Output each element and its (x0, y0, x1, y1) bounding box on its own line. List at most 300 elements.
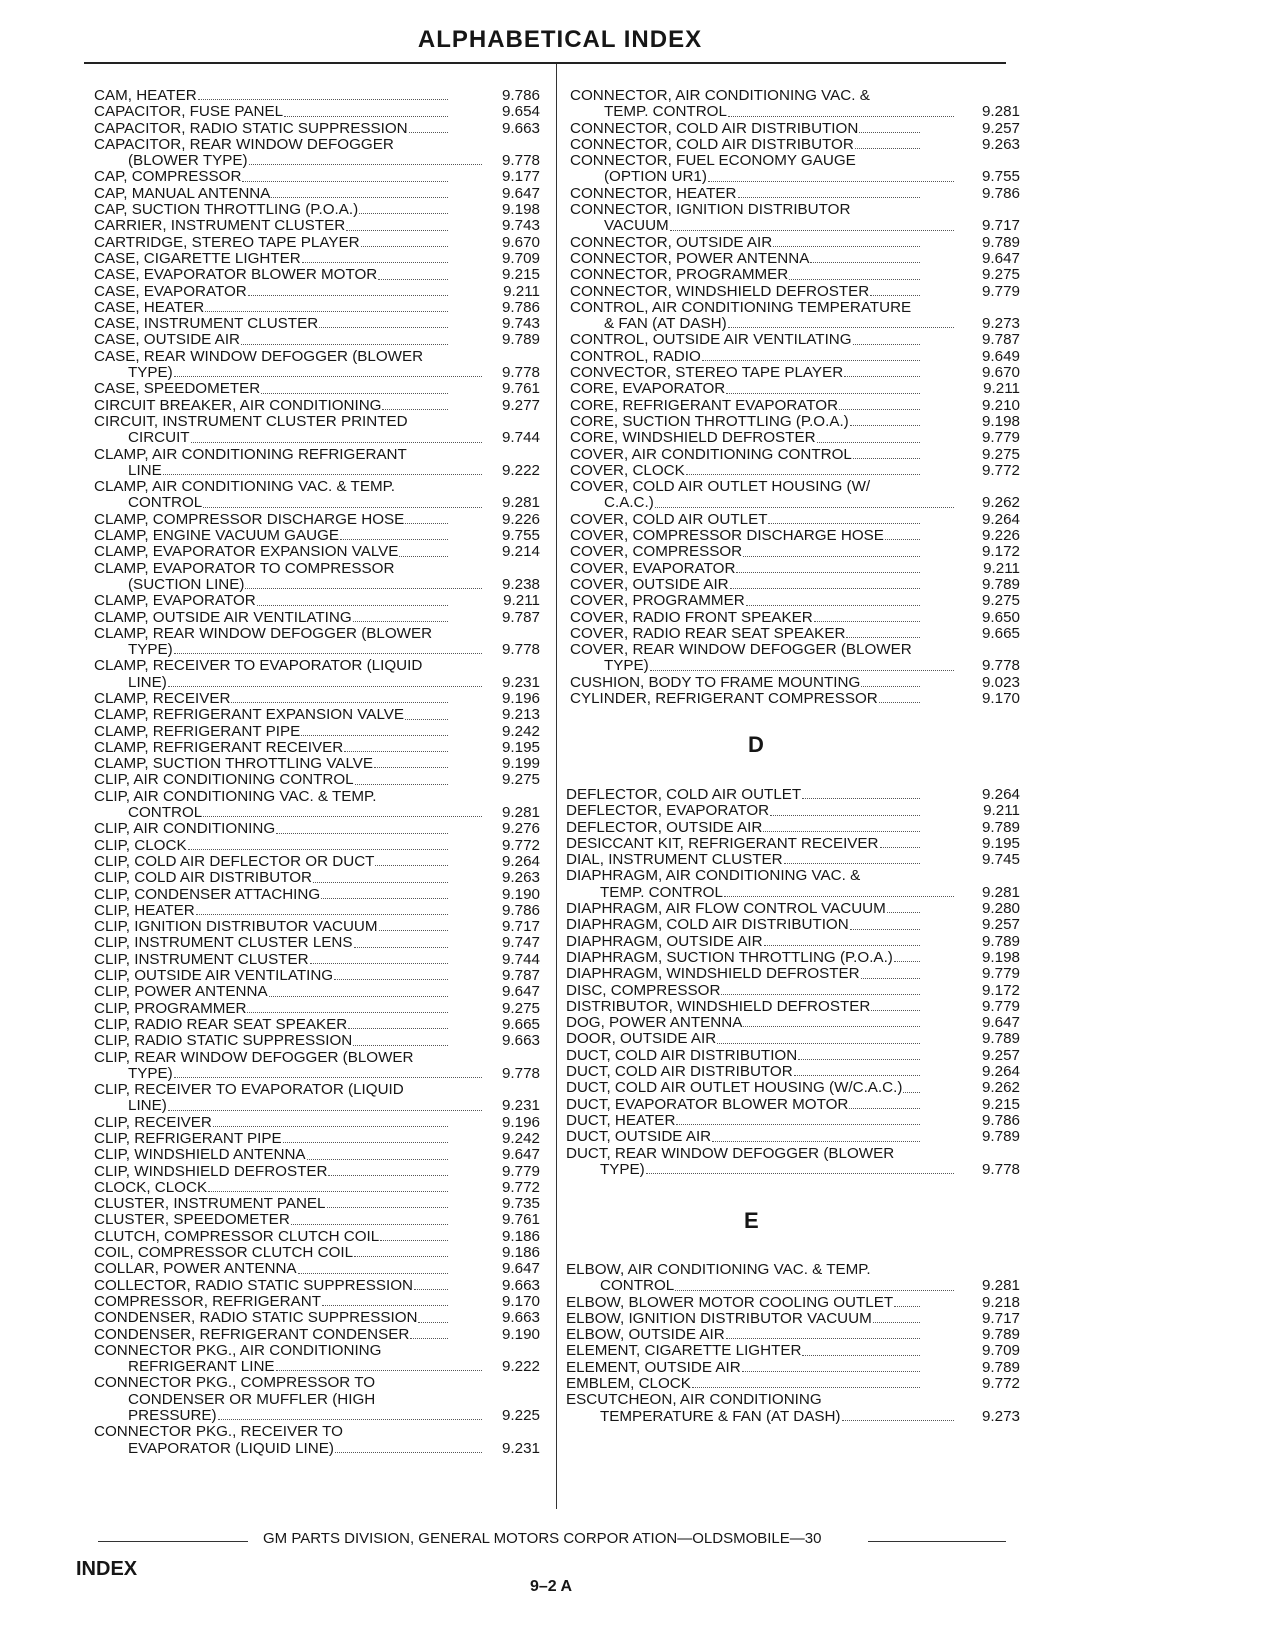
entry-page-number: 9.789 (501, 331, 540, 349)
dot-leader (730, 588, 920, 589)
index-entry (94, 332, 540, 348)
entry-text: ELBOW, AIR CONDITIONING VAC. & TEMP. (566, 1261, 871, 1278)
entry-row (94, 935, 540, 951)
dot-leader (174, 376, 482, 377)
dot-leader (301, 735, 448, 736)
dot-leader (379, 930, 448, 931)
entry-page-number: 9.280 (981, 900, 1020, 918)
entry-page-number: 9.649 (981, 347, 1020, 365)
entry-page-number: 9.772 (501, 836, 540, 854)
entry-page-number: 9.786 (501, 901, 540, 919)
index-entry (566, 1327, 1020, 1343)
footer-index-label: INDEX (76, 1558, 138, 1580)
entry-text: CONNECTOR, COLD AIR DISTRIBUTOR (570, 136, 854, 153)
dot-leader (344, 751, 448, 752)
dot-leader (313, 882, 448, 883)
entry-page-number: 9.786 (501, 298, 540, 316)
dot-leader (302, 262, 448, 263)
entry-text: CONTROL, RADIO (570, 348, 701, 365)
entry-page-number: 9.264 (981, 1063, 1020, 1081)
index-entry (570, 349, 1020, 365)
dot-leader (675, 1290, 954, 1291)
entry-page-number: 9.778 (981, 1160, 1020, 1178)
entry-text: DUCT, COLD AIR DISTRIBUTION (566, 1047, 798, 1064)
entry-text: DUCT, EVAPORATOR BLOWER MOTOR (566, 1096, 849, 1113)
index-entry (94, 984, 540, 1000)
entry-text: CONNECTOR, OUTSIDE AIR (570, 234, 773, 251)
entry-text: CLIP, REAR WINDOW DEFOGGER (BLOWER (94, 1048, 414, 1066)
entry-text: COMPRESSOR, REFRIGERANT (94, 1293, 321, 1310)
entry-text: COVER, COMPRESSOR DISCHARGE HOSE (570, 528, 884, 545)
entry-row (94, 121, 540, 137)
index-entry (570, 577, 1020, 593)
entry-page-number: 9.218 (981, 1293, 1020, 1311)
entry-text: CIRCUIT, INSTRUMENT CLUSTER PRINTED (94, 412, 408, 430)
entry-row (94, 870, 540, 886)
entry-text: COLLECTOR, RADIO STATIC SUPPRESSION (94, 1277, 413, 1294)
index-entry (94, 1294, 540, 1310)
entry-row (566, 820, 1020, 836)
index-entry (94, 88, 540, 104)
entry-row (570, 561, 1020, 577)
entry-text: CONVECTOR, STEREO TAPE PLAYER (570, 365, 844, 382)
dot-leader (894, 961, 920, 962)
dot-leader (810, 262, 920, 263)
entry-text: PRESSURE) (128, 1408, 217, 1425)
dot-leader (844, 376, 920, 377)
index-entry (566, 1113, 1020, 1129)
entry-page-number: 9.214 (501, 543, 540, 561)
index-entry (566, 999, 1020, 1015)
entry-text: & FAN (AT DASH) (604, 316, 727, 333)
dot-leader (354, 1256, 448, 1257)
dot-leader (903, 1092, 920, 1093)
index-entry (570, 381, 1020, 397)
entry-page-number: 9.257 (981, 119, 1020, 137)
entry-page-number: 9.211 (503, 282, 540, 300)
index-entry (94, 821, 540, 837)
entry-text: CLUSTER, SPEEDOMETER (94, 1212, 290, 1229)
entry-page-number: 9.654 (501, 103, 540, 121)
dot-leader (763, 831, 920, 832)
dot-leader (307, 1159, 448, 1160)
dot-leader (334, 979, 448, 980)
entry-row (570, 430, 1020, 446)
index-entry (94, 1115, 540, 1131)
entry-row (94, 316, 540, 332)
entry-page-number: 9.743 (501, 217, 540, 235)
index-entry (94, 838, 540, 854)
dot-leader (743, 1026, 920, 1027)
entry-row (570, 528, 1020, 544)
entry-text: COVER, COMPRESSOR (570, 544, 743, 561)
index-entry (566, 934, 1020, 950)
entry-row (94, 805, 540, 821)
entry-row (566, 1064, 1020, 1080)
entry-text: CASE, SPEEDOMETER (94, 381, 261, 398)
entry-text: CONDENSER, REFRIGERANT CONDENSER (94, 1326, 410, 1343)
index-entry (94, 528, 540, 544)
entry-row (94, 332, 540, 348)
entry-row (570, 267, 1020, 283)
index-entry (94, 1424, 540, 1457)
entry-page-number: 9.242 (501, 722, 540, 740)
section-heading-d: D (748, 732, 764, 757)
index-entry (566, 966, 1020, 982)
entry-text: DEFLECTOR, COLD AIR OUTLET (566, 787, 802, 803)
entry-page-number: 9.177 (501, 168, 540, 186)
entry-row (94, 984, 540, 1000)
index-entry (94, 789, 540, 822)
entry-row (570, 251, 1020, 267)
entry-row (570, 577, 1020, 593)
index-entry (570, 300, 1020, 333)
entry-page-number: 9.211 (983, 559, 1020, 577)
entry-row (570, 169, 1020, 185)
entry-row (570, 691, 1020, 707)
entry-row (570, 414, 1020, 430)
entry-text: CLAMP, EVAPORATOR TO COMPRESSOR (94, 559, 395, 577)
index-entry (570, 479, 1020, 512)
dot-leader (257, 605, 448, 606)
entry-text: CONTROL (600, 1278, 675, 1295)
entry-text: LINE (128, 462, 162, 479)
entry-text: CONTROL (128, 805, 203, 822)
entry-row (566, 999, 1020, 1015)
entry-page-number: 9.196 (501, 1113, 540, 1131)
entry-row (94, 463, 540, 479)
section-e-entries (566, 1262, 1020, 1425)
footer-rule-left (98, 1541, 248, 1542)
entry-page-number: 9.275 (981, 592, 1020, 610)
entry-text: LINE) (128, 674, 167, 691)
dot-leader (245, 588, 482, 589)
entry-page-number: 9.735 (501, 1195, 540, 1213)
entry-row (566, 1113, 1020, 1129)
dot-leader (853, 458, 920, 459)
entry-page-number: 9.023 (981, 673, 1020, 691)
entry-text: TYPE) (128, 365, 173, 382)
entry-row (566, 1327, 1020, 1343)
dot-leader (738, 197, 920, 198)
entry-page-number: 9.787 (981, 331, 1020, 349)
index-entry (570, 463, 1020, 479)
entry-row (566, 1295, 1020, 1311)
dot-leader (846, 637, 920, 638)
dot-leader (355, 784, 448, 785)
entry-row (566, 983, 1020, 999)
entry-row (570, 675, 1020, 691)
entry-text: CAPACITOR, REAR WINDOW DEFOGGER (94, 135, 394, 153)
entry-text: ELBOW, IGNITION DISTRIBUTOR VACUUM (566, 1310, 872, 1327)
index-entry (94, 398, 540, 414)
entry-text: DIAPHRAGM, AIR FLOW CONTROL VACUUM (566, 901, 886, 918)
entry-text: CAP, SUCTION THROTTLING (P.O.A.) (94, 202, 359, 219)
entry-page-number: 9.663 (501, 119, 540, 137)
dot-leader (361, 246, 448, 247)
entry-text: CLIP, RADIO REAR SEAT SPEAKER (94, 1016, 348, 1033)
entry-page-number: 9.755 (501, 527, 540, 545)
entry-text: TEMP. CONTROL (600, 884, 723, 901)
entry-text: CLUTCH, COMPRESSOR CLUTCH COIL (94, 1228, 380, 1245)
entry-page-number: 9.670 (981, 364, 1020, 382)
entry-text: DOG, POWER ANTENNA (566, 1015, 743, 1032)
entry-page-number: 9.789 (981, 818, 1020, 836)
entry-page-number: 9.281 (981, 1277, 1020, 1295)
entry-page-number: 9.663 (501, 1276, 540, 1294)
index-entry (94, 381, 540, 397)
entry-page-number: 9.238 (501, 575, 540, 593)
entry-row (94, 838, 540, 854)
section-d-entries (566, 787, 1020, 1178)
entry-row (566, 885, 1020, 901)
entry-page-number: 9.275 (981, 266, 1020, 284)
entry-text: DUCT, COLD AIR OUTLET HOUSING (W/C.A.C.) (566, 1080, 903, 1097)
entry-page-number: 9.190 (501, 885, 540, 903)
entry-text: CLAMP, REAR WINDOW DEFOGGER (BLOWER (94, 624, 433, 642)
entry-row (94, 1212, 540, 1228)
index-entry (94, 610, 540, 626)
dot-leader (168, 1110, 482, 1111)
entry-page-number: 9.778 (501, 1064, 540, 1082)
entry-row (94, 512, 540, 528)
entry-page-number: 9.789 (981, 233, 1020, 251)
entry-row (94, 365, 540, 381)
entry-text: CLIP, AIR CONDITIONING (94, 821, 276, 838)
entry-page-number: 9.231 (501, 673, 540, 691)
dot-leader (203, 816, 482, 817)
dot-leader (380, 1240, 448, 1241)
entry-row (94, 740, 540, 756)
index-entry (94, 935, 540, 951)
entry-text: DUCT, OUTSIDE AIR (566, 1129, 712, 1146)
section-heading-e: E (744, 1208, 759, 1233)
index-entry (94, 724, 540, 740)
entry-row (570, 544, 1020, 560)
entry-page-number: 9.779 (501, 1162, 540, 1180)
entry-page-number: 9.195 (501, 738, 540, 756)
entry-row (94, 1066, 540, 1082)
dot-leader (692, 1387, 920, 1388)
entry-page-number: 9.231 (501, 1097, 540, 1115)
index-entry (570, 121, 1020, 137)
entry-text: CASE, EVAPORATOR BLOWER MOTOR (94, 267, 378, 284)
entry-row (94, 1164, 540, 1180)
entry-page-number: 9.213 (501, 706, 540, 724)
entry-row (566, 1031, 1020, 1047)
dot-leader (770, 815, 920, 816)
entry-row (566, 1080, 1020, 1096)
dot-leader (887, 912, 920, 913)
entry-row (94, 1294, 540, 1310)
dot-leader (174, 653, 482, 654)
entry-text: COVER, REAR WINDOW DEFOGGER (BLOWER (570, 641, 912, 659)
index-entry (94, 1327, 540, 1343)
entry-row (566, 1015, 1020, 1031)
entry-page-number: 9.172 (981, 543, 1020, 561)
entry-text: CONNECTOR PKG., COMPRESSOR TO (94, 1374, 376, 1392)
entry-text: C.A.C.) (604, 495, 654, 512)
entry-text: COVER, RADIO FRONT SPEAKER (570, 609, 813, 626)
entry-text: CONNECTOR, WINDSHIELD DEFROSTER (570, 283, 870, 300)
entry-text: CLAMP, OUTSIDE AIR VENTILATING (94, 609, 352, 626)
dot-leader (168, 686, 482, 687)
index-entry (566, 983, 1020, 999)
index-entry (94, 479, 540, 512)
dot-leader (310, 963, 448, 964)
entry-row (566, 966, 1020, 982)
dot-leader (768, 523, 920, 524)
index-entry (566, 950, 1020, 966)
index-entry (566, 1015, 1020, 1031)
header-rule (84, 62, 1006, 64)
dot-leader (205, 311, 448, 312)
index-entry (566, 1129, 1020, 1145)
entry-row (570, 610, 1020, 626)
entry-row (94, 169, 540, 185)
entry-row (94, 544, 540, 560)
entry-row (566, 901, 1020, 917)
entry-text: DIAPHRAGM, SUCTION THROTTLING (P.O.A.) (566, 949, 893, 966)
entry-row (94, 756, 540, 772)
entry-text: ELEMENT, CIGARETTE LIGHTER (566, 1343, 802, 1360)
dot-leader (717, 1043, 920, 1044)
entry-row (94, 1229, 540, 1245)
entry-text: CLIP, AIR CONDITIONING VAC. & TEMP. (94, 787, 377, 805)
entry-text: CLIP, RADIO STATIC SUPPRESSION (94, 1033, 353, 1050)
entry-row (566, 836, 1020, 852)
entry-text: CARTRIDGE, STEREO TAPE PLAYER (94, 234, 360, 251)
section-c-continued (570, 88, 1020, 707)
entry-row (566, 1311, 1020, 1327)
entry-row (94, 691, 540, 707)
index-entry (566, 1311, 1020, 1327)
footer-rule-right (868, 1541, 1006, 1542)
index-entry (94, 658, 540, 691)
entry-page-number: 9.211 (983, 380, 1020, 398)
dot-leader (261, 393, 448, 394)
entry-row (94, 577, 540, 593)
entry-row (94, 1017, 540, 1033)
dot-leader (269, 996, 448, 997)
index-entry (566, 1376, 1020, 1392)
entry-text: ESCUTCHEON, AIR CONDITIONING (566, 1391, 822, 1409)
entry-text: ELEMENT, OUTSIDE AIR (566, 1359, 741, 1376)
entry-text: DIAPHRAGM, AIR CONDITIONING VAC. & (566, 867, 861, 885)
entry-text: COVER, CLOCK (570, 462, 685, 479)
index-entry (570, 675, 1020, 691)
entry-text: DISTRIBUTOR, WINDSHIELD DEFROSTER (566, 998, 871, 1015)
dot-leader (271, 197, 448, 198)
dot-leader (859, 132, 920, 133)
entry-page-number: 9.198 (501, 201, 540, 219)
entry-text: DIAPHRAGM, OUTSIDE AIR (566, 933, 763, 950)
entry-page-number: 9.779 (981, 429, 1020, 447)
index-entry (94, 1212, 540, 1228)
entry-row (94, 724, 540, 740)
entry-text: CLIP, CLOCK (94, 837, 187, 854)
entry-row (570, 447, 1020, 463)
entry-row (94, 675, 540, 691)
entry-row (570, 316, 1020, 332)
entry-page-number: 9.262 (981, 1079, 1020, 1097)
dot-leader (853, 344, 920, 345)
index-entry (94, 887, 540, 903)
entry-row (94, 88, 540, 104)
entry-text: CLIP, PROGRAMMER (94, 1000, 247, 1017)
index-entry (566, 1064, 1020, 1080)
entry-page-number: 9.198 (981, 412, 1020, 430)
index-entry (94, 1050, 540, 1083)
dot-leader (405, 719, 448, 720)
entry-text: CORE, EVAPORATOR (570, 381, 726, 398)
dot-leader (721, 994, 920, 995)
dot-leader (861, 978, 920, 979)
index-entry (570, 153, 1020, 186)
dot-leader (708, 181, 954, 182)
dot-leader (870, 295, 920, 296)
index-entry (94, 1229, 540, 1245)
entry-text: CORE, WINDSHIELD DEFROSTER (570, 430, 816, 447)
entry-page-number: 9.276 (501, 820, 540, 838)
entry-text: TEMPERATURE & FAN (AT DASH) (600, 1408, 841, 1425)
index-entry (570, 544, 1020, 560)
dot-leader (405, 523, 448, 524)
entry-text: CAPACITOR, FUSE PANEL (94, 104, 284, 121)
index-entry (570, 626, 1020, 642)
index-entry (94, 218, 540, 234)
entry-page-number: 9.743 (501, 315, 540, 333)
entry-text: CLIP, AIR CONDITIONING CONTROL (94, 772, 354, 789)
entry-text: COVER, COLD AIR OUTLET (570, 511, 768, 528)
index-entry (566, 868, 1020, 901)
right-index-column (570, 88, 1020, 707)
dot-leader (849, 1108, 920, 1109)
entry-row (94, 1131, 540, 1147)
index-entry (570, 88, 1020, 121)
entry-page-number: 9.789 (981, 1030, 1020, 1048)
dot-leader (802, 798, 920, 799)
entry-row (94, 1033, 540, 1049)
entry-row (94, 1196, 540, 1212)
dot-leader (409, 132, 448, 133)
entry-page-number: 9.264 (981, 786, 1020, 803)
dot-leader (655, 507, 954, 508)
entry-row (566, 1360, 1020, 1376)
entry-text: TYPE) (128, 1065, 173, 1082)
index-entry (94, 1375, 540, 1424)
entry-page-number: 9.744 (501, 950, 540, 968)
entry-page-number: 9.264 (981, 510, 1020, 528)
entry-row (94, 251, 540, 267)
entry-page-number: 9.210 (981, 396, 1020, 414)
entry-row (570, 332, 1020, 348)
entry-text: CONNECTOR, IGNITION DISTRIBUTOR (570, 201, 851, 219)
dot-leader (726, 393, 920, 394)
entry-page-number: 9.186 (501, 1227, 540, 1245)
entry-page-number: 9.647 (501, 1260, 540, 1278)
entry-page-number: 9.717 (981, 1309, 1020, 1327)
entry-row (94, 1278, 540, 1294)
entry-page-number: 9.789 (981, 575, 1020, 593)
entry-page-number: 9.211 (503, 592, 540, 610)
entry-text: DUCT, REAR WINDOW DEFOGGER (BLOWER (566, 1144, 895, 1162)
entry-row (94, 707, 540, 723)
dot-leader (650, 670, 954, 671)
entry-row (94, 267, 540, 283)
dot-leader (399, 556, 448, 557)
index-entry (570, 251, 1020, 267)
